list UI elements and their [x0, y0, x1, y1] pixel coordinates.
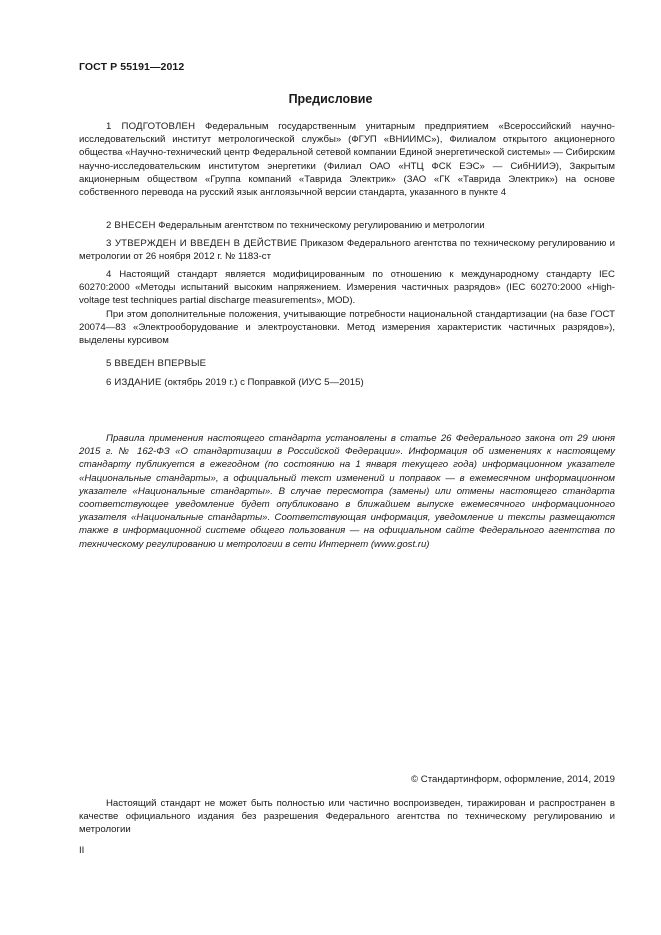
- preface-item-4-paragraph: [79, 268, 615, 308]
- preface-item-2-paragraph: [79, 219, 615, 232]
- page-number: II: [79, 845, 85, 856]
- preface-title: Предисловие: [288, 92, 373, 106]
- preface-item-2-text: Федеральным агентством по техническому регулированию и метрологии: [155, 220, 485, 231]
- preface-item-4-continuation: При этом дополнительные положения, учитывающие потребности национальной стандартизации (на базе ГОСТ 20074—83 «Электрооборудование и электроустановки. Метод измерения характеристик частичных разрядов»), выделены курсивом: [79, 308, 615, 347]
- preface-item-5: [79, 357, 615, 370]
- reproduction-notice: Настоящий стандарт не может быть полностью или частично воспроизведен, тиражирован и распространен в качестве официального издания без разрешения Федерального агентства по техническому регулированию и метрологии: [79, 798, 615, 836]
- preface-item-3-lead: 3 УТВЕРЖДЕН И ВВЕДЕН В ДЕЙСТВИЕ: [106, 238, 298, 249]
- preface-item-2-lead: 2 ВНЕСЕН: [106, 220, 156, 231]
- preface-item-3-paragraph: [79, 237, 615, 263]
- preface-item-3: [79, 237, 615, 263]
- preface-item-1: [79, 120, 615, 199]
- copyright-line: © Стандартинформ, оформление, 2014, 2019: [411, 774, 615, 785]
- preface-item-4-text: Настоящий стандарт является модифицированным по отношению к международному стандарту IEC 60270:2000 «Методы испытаний высоким напряжением. Измерения частичных разрядов» (IEC 60270:2000 «High-voltage test techniques partial discharge measurements», MOD).: [79, 269, 615, 307]
- preface-item-2: [79, 219, 615, 232]
- document-code: ГОСТ Р 55191—2012: [79, 61, 185, 73]
- preface-item-6-lead: 6 ИЗДАНИЕ: [106, 377, 162, 388]
- preface-item-5-lead: 5 ВВЕДЕН ВПЕРВЫЕ: [106, 358, 207, 369]
- preface-item-6-paragraph: [79, 376, 615, 389]
- rules-notice: Правила применения настоящего стандарта установлены в статье 26 Федерального закона от 29 июня 2015 г. № 162-ФЗ «О стандартизации в Российской Федерации». Информация об изменениях к настоящему стандарту публикуется в ежегодном (по состоянию на 1 января текущего года) информационном указателе «Национальные стандарты», а официальный текст изменений и поправок — в ежемесячном информационном указателе «Национальные стандарты». В случае пересмотра (замены) или отмены настоящего стандарта соответствующее уведомление будет опубликовано в ближайшем выпуске ежемесячного информационного указателя «Национальные стандарты». Соответствующая информация, уведомление и тексты размещаются также в информационной системе общего пользования — на официальном сайте Федерального агентства по техническому регулированию и метрологии в сети Интернет (www.gost.ru): [79, 433, 615, 550]
- preface-item-1-text: Федеральным государственным унитарным предприятием «Всероссийский научно-исследовательский институт метрологической службы» (ФГУП «ВНИИМС»), Филиалом открытого акционерного общества «Научно-технический центр Федеральной сетевой компании Единой энергетической системы» — Сибирским научно-исследовательским институтом энергетики (Филиал ОАО «НТЦ ФСК ЕЭС» — СибНИИЭ), Закрытым акционерным обществом «Группа компаний «Таврида Электрик» (ЗАО «ГК «Таврида Электрик») на основе собственного перевода на русский язык англоязычной версии стандарта, указанного в пункте 4: [79, 121, 616, 199]
- preface-item-3-text: Приказом Федерального агентства по техническому регулированию и метрологии от 26 ноября 2012 г. № 1183-ст: [79, 238, 615, 263]
- preface-item-4-lead: 4: [106, 269, 112, 280]
- preface-item-6: [79, 376, 615, 389]
- preface-item-4: [79, 268, 615, 347]
- preface-item-1-paragraph: [79, 120, 615, 199]
- preface-item-5-paragraph: [79, 357, 615, 370]
- preface-item-6-text: (октябрь 2019 г.) с Поправкой (ИУС 5—2015): [161, 377, 364, 388]
- preface-item-1-lead: 1 ПОДГОТОВЛЕН: [106, 121, 196, 132]
